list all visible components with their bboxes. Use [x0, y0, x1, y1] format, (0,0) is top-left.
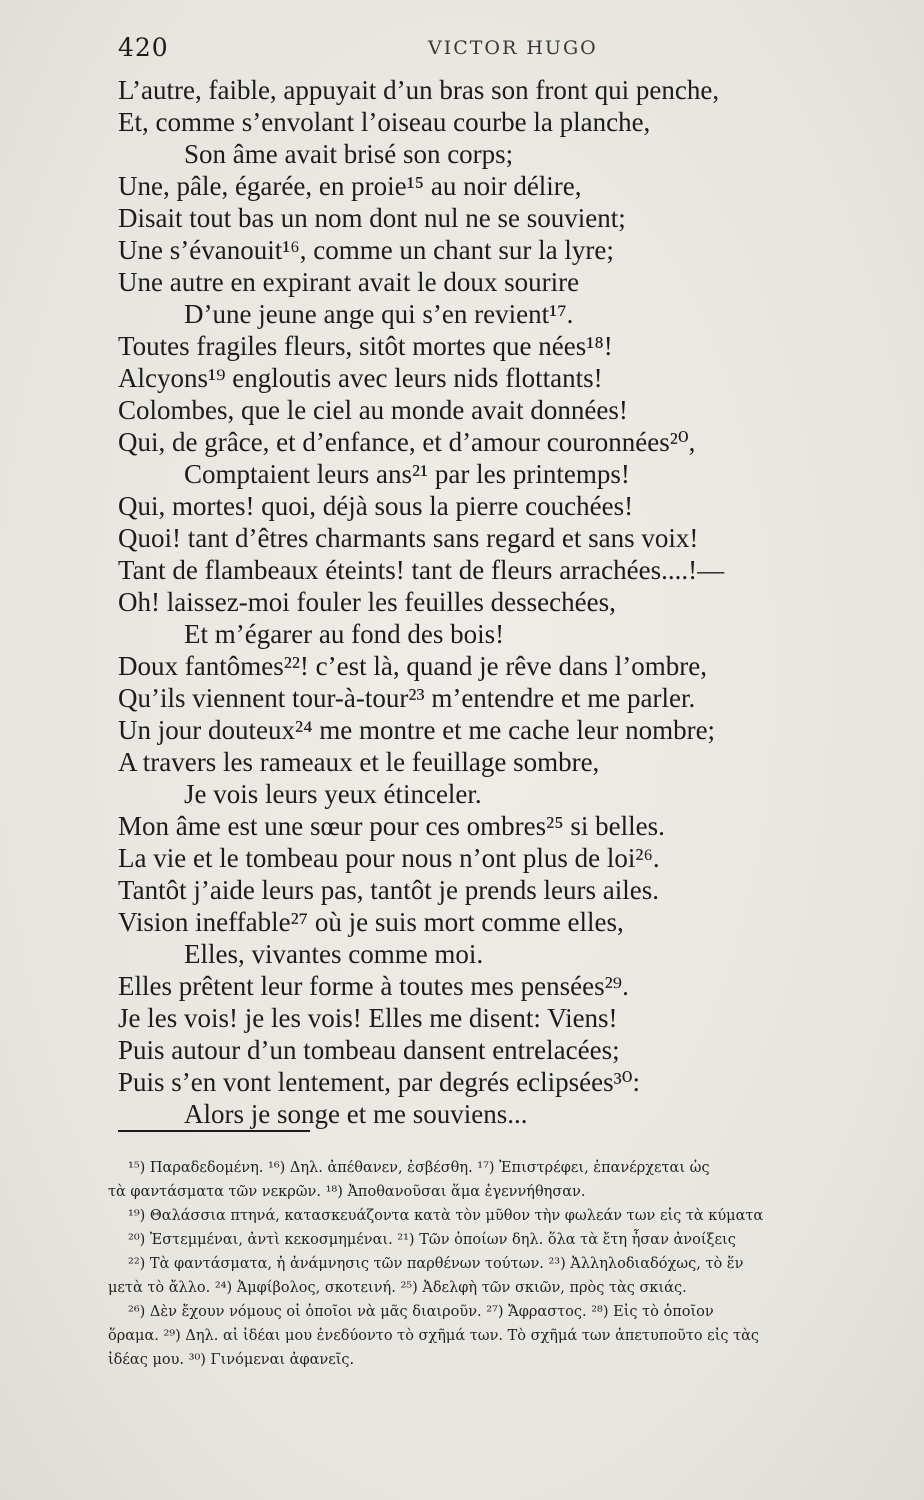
poem-line: Colombes, que le ciel au monde avait données! [118, 395, 628, 425]
poem-line: D’une jeune ange qui s’en revient¹⁷. [184, 299, 574, 329]
footnotes [108, 1156, 878, 1372]
footnote-line: ὅραμα. ²⁹) Δηλ. αἱ ἰδέαι μου ἐνεδύοντο τὸ σχῆμά των. Τὸ σχῆμά των ἀπετυποῦτο εἰς τὰς [108, 1328, 760, 1344]
footnote-line: ²²) Τὰ φαντάσματα, ἡ ἀνάμνησις τῶν παρθένων τούτων. ²³) Ἀλληλοδιαδόχως, τὸ ἕν [128, 1256, 744, 1272]
poem-line: Une autre en expirant avait le doux sourire [118, 267, 580, 297]
poem-line: Qu’ils viennent tour-à-tour²³ m’entendre et me parler. [118, 683, 696, 713]
footnote-rule [118, 1130, 310, 1132]
footnote-line: ¹⁹) Θαλάσσια πτηνά, κατασκευάζοντα κατὰ τὸν μῦθον τὴν φωλεάν των εἰς τὰ κύματα [128, 1208, 764, 1224]
footnote-line: ²⁶) Δὲν ἔχουν νόμους οἱ ὁποῖοι νὰ μᾶς διαιροῦν. ²⁷) Ἄφραστος. ²⁸) Εἰς τὸ ὁποῖον [128, 1304, 714, 1320]
poem-line: Doux fantômes²²! c’est là, quand je rêve dans l’ombre, [118, 651, 707, 681]
poem-line: Et, comme s’envolant l’oiseau courbe la planche, [118, 107, 651, 137]
running-title: VICTOR HUGO [428, 37, 598, 59]
poem-line: L’autre, faible, appuyait d’un bras son front qui penche, [118, 75, 720, 105]
running-head [118, 33, 858, 63]
footnote-line: ¹⁵) Παραδεδομένη. ¹⁶) Δηλ. ἀπέθανεν, ἐσβέσθη. ¹⁷) Ἐπιστρέφει, ἐπανέρχεται ὡς [128, 1160, 710, 1176]
poem-line: Et m’égarer au fond des bois! [184, 619, 505, 649]
poem-line: Alcyons¹⁹ engloutis avec leurs nids flottants! [118, 363, 603, 393]
poem-line: Elles prêtent leur forme à toutes mes pensées²⁹. [118, 971, 629, 1001]
poem-line: Une s’évanouit¹⁶, comme un chant sur la lyre; [118, 235, 614, 265]
page-number: 420 [118, 33, 169, 62]
poem-line: Un jour douteux²⁴ me montre et me cache leur nombre; [118, 715, 716, 745]
poem-line: Toutes fragiles fleurs, sitôt mortes que nées¹⁸! [118, 331, 613, 361]
footnote-line: μετὰ τὸ ἄλλο. ²⁴) Ἀμφίβολος, σκοτεινή. ²⁵) Ἀδελφὴ τῶν σκιῶν, πρὸς τὰς σκιάς. [108, 1280, 687, 1296]
poem-line: Qui, de grâce, et d’enfance, et d’amour couronnées²⁰, [118, 427, 696, 457]
poem-line: Son âme avait brisé son corps; [184, 139, 514, 169]
footnote-line: τὰ φαντάσματα τῶν νεκρῶν. ¹⁸) Ἀποθανοῦσαι ἅμα ἐγεννήθησαν. [108, 1184, 586, 1200]
poem-line: Disait tout bas un nom dont nul ne se souvient; [118, 203, 626, 233]
poem-line: Quoi! tant d’êtres charmants sans regard et sans voix! [118, 523, 699, 553]
poem-line: Je les vois! je les vois! Elles me disent: Viens! [118, 1003, 618, 1033]
poem-line: Elles, vivantes comme moi. [184, 939, 484, 969]
poem-line: A travers les rameaux et le feuillage sombre, [118, 747, 600, 777]
poem-line: Alors je songe et me souviens... [184, 1099, 528, 1129]
poem-body [118, 74, 818, 1130]
poem-line: Mon âme est une sœur pour ces ombres²⁵ si belles. [118, 811, 665, 841]
poem-line: Tantôt j’aide leurs pas, tantôt je prends leurs ailes. [118, 875, 659, 905]
poem-line: Qui, mortes! quoi, déjà sous la pierre couchées! [118, 491, 634, 521]
poem-line: Je vois leurs yeux étinceler. [184, 779, 482, 809]
poem-line: Oh! laissez-moi fouler les feuilles dessechées, [118, 587, 616, 617]
poem-line: Puis s’en vont lentement, par degrés eclipsées³⁰: [118, 1067, 641, 1097]
footnote-line: ²⁰) Ἐστεμμέναι, ἀντὶ κεκοσμημέναι. ²¹) Τῶν ὁποίων δηλ. ὅλα τὰ ἔτη ἦσαν ἀνοίξεις [128, 1232, 736, 1248]
poem-line: La vie et le tombeau pour nous n’ont plus de loi²⁶. [118, 843, 660, 873]
poem-line: Une, pâle, égarée, en proie¹⁵ au noir délire, [118, 171, 582, 201]
poem-line: Vision ineffable²⁷ où je suis mort comme elles, [118, 907, 624, 937]
footnote-line: ἰδέας μου. ³⁰) Γινόμεναι ἀφανεῖς. [108, 1352, 355, 1368]
poem-line: Comptaient leurs ans²¹ par les printemps! [184, 459, 630, 489]
poem-line: Puis autour d’un tombeau dansent entrelacées; [118, 1035, 620, 1065]
poem-line: Tant de flambeaux éteints! tant de fleurs arrachées....!— [118, 555, 725, 585]
